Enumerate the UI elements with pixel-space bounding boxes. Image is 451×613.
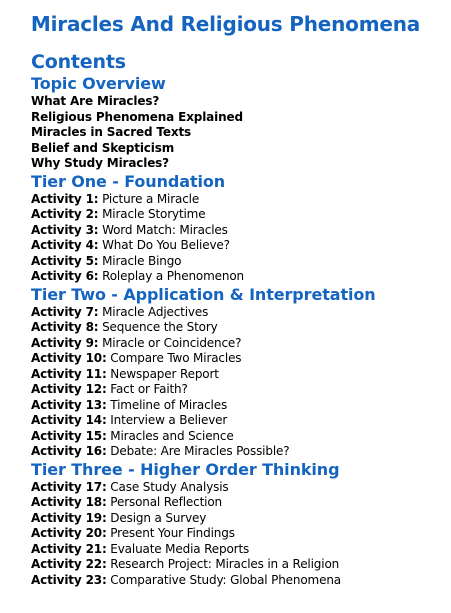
table-of-contents: [31, 50, 446, 588]
activity-title: Miracle Adjectives: [102, 304, 209, 319]
activity-label: Activity 20:: [31, 526, 107, 540]
activity-item[interactable]: [31, 398, 446, 414]
activity-title: Picture a Miracle: [102, 191, 200, 206]
activity-item[interactable]: [31, 526, 446, 542]
activity-title: Fact or Faith?: [110, 382, 188, 396]
activity-title: Case Study Analysis: [110, 479, 229, 494]
activity-label: Activity 23:: [31, 572, 107, 587]
activity-label: Activity 22:: [31, 557, 107, 571]
activity-item[interactable]: [31, 305, 446, 321]
activity-item[interactable]: [31, 269, 446, 285]
activity-title: Comparative Study: Global Phenomena: [110, 572, 341, 587]
activity-item[interactable]: [31, 542, 446, 558]
activity-item[interactable]: [31, 320, 446, 336]
activity-label: Activity 4:: [31, 238, 99, 252]
activity-title: Debate: Are Miracles Possible?: [110, 444, 290, 458]
activity-title: Design a Survey: [110, 510, 207, 525]
activity-item[interactable]: [31, 495, 446, 511]
activity-item[interactable]: [31, 382, 446, 398]
activity-label: Activity 19:: [31, 510, 107, 525]
activity-label: Activity 8:: [31, 320, 99, 334]
contents-section: [31, 285, 446, 460]
activity-title: Word Match: Miracles: [102, 222, 228, 237]
activity-title: Compare Two Miracles: [110, 351, 242, 365]
activity-label: Activity 14:: [31, 413, 107, 427]
activity-item[interactable]: [31, 238, 446, 254]
section-heading[interactable]: Tier Two - Application & Interpretation: [31, 284, 376, 304]
activity-title: Miracle Bingo: [102, 253, 182, 268]
activity-label: Activity 15:: [31, 428, 107, 443]
activity-label: Activity 11:: [31, 366, 107, 381]
activity-label: Activity 16:: [31, 444, 107, 458]
activity-item[interactable]: [31, 480, 446, 496]
contents-section: [31, 460, 446, 589]
activity-label: Activity 2:: [31, 207, 99, 221]
overview-item[interactable]: Miracles in Sacred Texts: [31, 125, 192, 139]
activity-title: Timeline of Miracles: [110, 397, 228, 412]
overview-item[interactable]: Belief and Skepticism: [31, 140, 175, 155]
overview-item[interactable]: What Are Miracles?: [31, 94, 160, 108]
contents-section: [31, 172, 446, 285]
activity-title: What Do You Believe?: [102, 238, 230, 252]
overview-item[interactable]: Why Study Miracles?: [31, 156, 169, 170]
activity-label: Activity 5:: [31, 253, 99, 268]
activity-title: Research Project: Miracles in a Religion: [110, 557, 340, 571]
activity-label: Activity 1:: [31, 191, 99, 206]
overview-item[interactable]: Religious Phenomena Explained: [31, 109, 243, 124]
activity-title: Miracle Storytime: [102, 207, 206, 221]
section-heading[interactable]: Tier One - Foundation: [31, 171, 226, 191]
activity-item[interactable]: [31, 254, 446, 270]
activity-item[interactable]: [31, 336, 446, 352]
activity-item[interactable]: [31, 351, 446, 367]
activity-title: Interview a Believer: [110, 413, 228, 427]
activity-label: Activity 17:: [31, 479, 107, 494]
activity-item[interactable]: [31, 223, 446, 239]
activity-label: Activity 6:: [31, 269, 99, 283]
activity-label: Activity 21:: [31, 541, 107, 556]
activity-item[interactable]: [31, 192, 446, 208]
activity-item[interactable]: [31, 367, 446, 383]
activity-item[interactable]: [31, 444, 446, 460]
contents-sections: [31, 74, 446, 588]
activity-item[interactable]: [31, 511, 446, 527]
activity-title: Roleplay a Phenomenon: [102, 269, 244, 283]
contents-heading: Contents: [31, 51, 126, 73]
activity-title: Newspaper Report: [110, 366, 219, 381]
section-heading[interactable]: Tier Three - Higher Order Thinking: [31, 459, 340, 479]
activity-label: Activity 18:: [31, 495, 107, 509]
activity-title: Sequence the Story: [102, 320, 218, 334]
activity-title: Miracle or Coincidence?: [102, 335, 242, 350]
activity-item[interactable]: [31, 207, 446, 223]
contents-section: [31, 74, 446, 172]
page-title: Miracles And Religious Phenomena: [30, 12, 421, 36]
activity-label: Activity 12:: [31, 382, 107, 396]
activity-title: Present Your Findings: [110, 526, 235, 540]
activity-label: Activity 9:: [31, 335, 99, 350]
activity-title: Evaluate Media Reports: [110, 541, 250, 556]
activity-label: Activity 7:: [31, 304, 99, 319]
activity-item[interactable]: [31, 557, 446, 573]
activity-label: Activity 13:: [31, 397, 107, 412]
activity-label: Activity 10:: [31, 351, 107, 365]
section-heading[interactable]: Topic Overview: [31, 74, 166, 93]
activity-item[interactable]: [31, 413, 446, 429]
activity-title: Miracles and Science: [110, 428, 234, 443]
activity-item[interactable]: [31, 573, 446, 589]
activity-item[interactable]: [31, 429, 446, 445]
activity-label: Activity 3:: [31, 222, 99, 237]
activity-title: Personal Reflection: [110, 495, 222, 509]
